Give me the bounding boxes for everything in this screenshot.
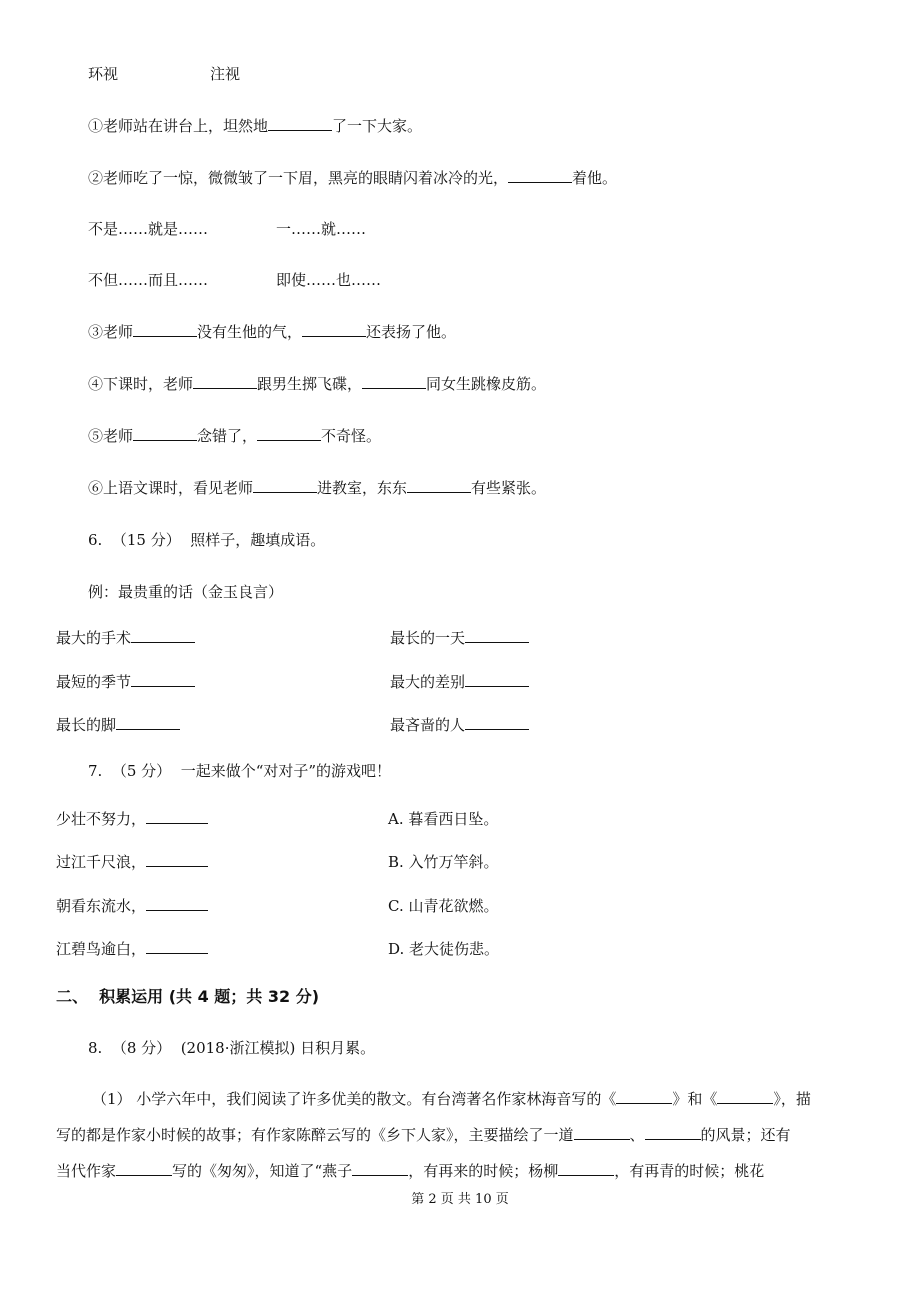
sentence-text: ④下课时，老师 [88,375,194,393]
sentence-text: 不奇怪。 [321,427,382,445]
word-sentence-1 [88,116,422,136]
item-text: 最短的季节 [56,673,132,691]
answer-blank[interactable] [116,1161,172,1176]
q7-left-2 [56,852,208,872]
paragraph-text: ，有再青的时候；桃花 [614,1162,765,1180]
paragraph-text: 的风景；还有 [700,1126,791,1144]
paragraph-text: 、 [629,1126,645,1144]
word-option-2: 注视 [210,65,241,83]
paragraph-text: 》和《 [672,1090,718,1108]
conj-sentence-5 [88,426,381,446]
answer-blank[interactable] [257,426,321,441]
sentence-text: ③老师 [88,323,134,341]
item-text: 最长的脚 [56,716,117,734]
item-text: 最大的差别 [390,673,466,691]
q7-left-3 [56,896,208,916]
sentence-text: 还表扬了他。 [366,323,457,341]
answer-blank[interactable] [465,715,529,730]
sentence-text: 跟男生掷飞碟， [257,375,363,393]
verse-text: 朝看东流水， [56,897,147,915]
answer-blank[interactable] [352,1161,408,1176]
q6-item-6 [390,715,529,735]
answer-blank[interactable] [193,374,257,389]
q7-right-1: A. 暮看西日坠。 [388,810,499,828]
answer-blank[interactable] [465,672,529,687]
conj-option-3: 不但……而且…… [88,271,209,289]
paragraph-text: 写的都是作家小时候的故事；有作家陈醉云写的《乡下人家》，主要描绘了一道 [56,1126,574,1144]
answer-blank[interactable] [407,478,471,493]
conj-option-2: 一……就…… [276,220,367,238]
q7-title: 7. （5 分） 一起来做个“对对子”的游戏吧！ [88,762,392,780]
item-text: 最大的手术 [56,629,132,647]
sentence-text: ②老师吃了一惊，微微皱了一下眉，黑亮的眼睛闪着冰冷的光， [88,169,509,187]
word-sentence-2 [88,168,617,188]
answer-blank[interactable] [302,322,366,337]
answer-blank[interactable] [268,116,332,131]
sentence-text: 念错了， [197,427,258,445]
q6-item-1 [56,628,195,648]
answer-blank[interactable] [133,322,197,337]
item-text: 最吝啬的人 [390,716,466,734]
answer-blank[interactable] [133,426,197,441]
answer-blank[interactable] [465,628,529,643]
page-footer: 第 2 页 共 10 页 [411,1192,509,1207]
paragraph-text: ，有再来的时候；杨柳 [408,1162,559,1180]
q6-title: 6. （15 分） 照样子，趣填成语。 [88,531,326,549]
conj-option-4: 即使……也…… [276,271,382,289]
q6-item-3 [56,672,195,692]
sentence-text: 有些紧张。 [471,479,547,497]
sentence-text: 同女生跳橡皮筋。 [426,375,547,393]
item-text: 最长的一天 [390,629,466,647]
q6-item-2 [390,628,529,648]
answer-blank[interactable] [146,809,208,824]
answer-blank[interactable] [616,1089,672,1104]
q6-item-5 [56,715,180,735]
paragraph-text: （1） 小学六年中，我们阅读了许多优美的散文。有台湾著名作家林海音写的《 [92,1090,617,1108]
answer-blank[interactable] [717,1089,773,1104]
paragraph-text: 》，描 [773,1090,811,1108]
q7-left-1 [56,809,208,829]
verse-text: 江碧鸟逾白， [56,940,147,958]
q7-right-4: D. 老大徒伤悲。 [388,940,500,958]
verse-text: 过江千尺浪， [56,853,147,871]
verse-text: 少壮不努力， [56,810,147,828]
answer-blank[interactable] [131,672,195,687]
q6-example: 例：最贵重的话（金玉良言） [88,583,284,601]
conj-sentence-6 [88,478,546,498]
answer-blank[interactable] [116,715,180,730]
q6-item-4 [390,672,529,692]
sentence-text: ⑤老师 [88,427,134,445]
q8-title: 8. （8 分） (2018·浙江模拟) 日积月累。 [88,1039,376,1057]
answer-blank[interactable] [146,896,208,911]
q8-line-2 [56,1125,791,1145]
sentence-text: 没有生他的气， [197,323,303,341]
sentence-text: 着他。 [572,169,618,187]
q7-left-4 [56,939,208,959]
paragraph-text: 当代作家 [56,1162,117,1180]
answer-blank[interactable] [131,628,195,643]
section-heading: 二、 积累运用 (共 4 题；共 32 分) [56,987,320,1006]
answer-blank[interactable] [508,168,572,183]
word-option-1: 环视 [88,65,119,83]
q8-line-1 [92,1089,811,1109]
q8-line-3 [56,1161,764,1181]
answer-blank[interactable] [146,939,208,954]
answer-blank[interactable] [645,1125,701,1140]
sentence-text: 进教室，东东 [317,479,408,497]
answer-blank[interactable] [574,1125,630,1140]
conj-sentence-3 [88,322,456,342]
q7-right-2: B. 入竹万竿斜。 [388,853,499,871]
answer-blank[interactable] [146,852,208,867]
conj-sentence-4 [88,374,546,394]
paragraph-text: 写的《匆匆》，知道了“燕子 [172,1162,353,1180]
sentence-text: ①老师站在讲台上，坦然地 [88,117,269,135]
answer-blank[interactable] [253,478,317,493]
answer-blank[interactable] [362,374,426,389]
answer-blank[interactable] [558,1161,614,1176]
sentence-text: ⑥上语文课时，看见老师 [88,479,254,497]
q7-right-3: C. 山青花欲燃。 [388,897,499,915]
conj-option-1: 不是……就是…… [88,220,209,238]
sentence-text: 了一下大家。 [332,117,423,135]
